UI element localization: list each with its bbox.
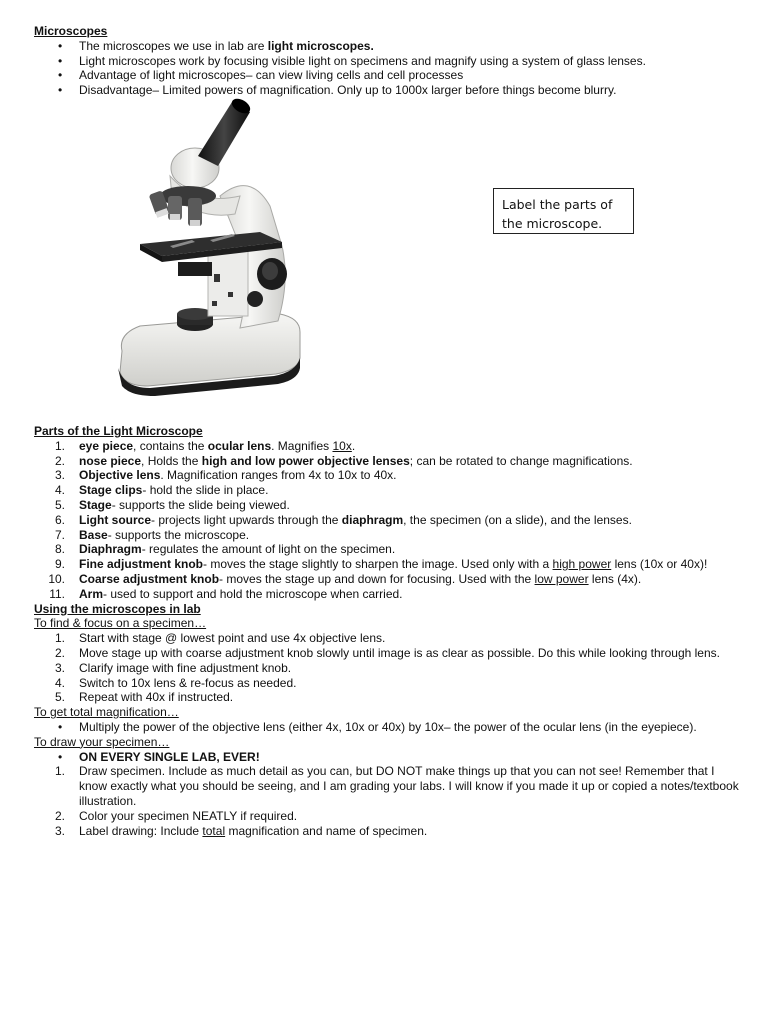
- part-item-number: 1.: [54, 438, 65, 453]
- draw-step-number: 3.: [54, 823, 65, 838]
- part-item-number: 3.: [54, 468, 65, 483]
- draw-bullets: [34, 750, 744, 765]
- focus-step-number: 5.: [54, 690, 65, 705]
- intro-bullet: • Disadvantage– Limited powers of magnification. Only up to 1000x larger before things become blurry.: [34, 83, 744, 98]
- draw-heading: To draw your specimen…: [34, 734, 170, 749]
- part-item: 2. nose piece, Holds the high and low power objective lenses; can be rotated to change magnifications.: [34, 454, 744, 469]
- part-item: 3. Objective lens. Magnification ranges from 4x to 10x to 40x.: [34, 468, 744, 483]
- callout-line-1: Label the parts of: [502, 197, 613, 212]
- magnification-bullet: • Multiply the power of the objective lens (either 4x, 10x or 40x) by 10x– the power of the ocular lens (in the eyepiece).: [34, 720, 744, 735]
- focus-step: 3. Clarify image with fine adjustment knob.: [34, 661, 744, 676]
- callout-line-2: the microscope.: [502, 216, 603, 231]
- intro-section: [34, 24, 744, 98]
- part-item: 4. Stage clips- hold the slide in place.: [34, 483, 744, 498]
- microscope-image: [100, 96, 315, 416]
- draw-step-number: 2.: [54, 808, 65, 823]
- part-item: 8. Diaphragm- regulates the amount of light on the specimen.: [34, 542, 744, 557]
- part-item: 1. eye piece, contains the ocular lens. Magnifies 10x.: [34, 439, 744, 454]
- part-item: 11. Arm- used to support and hold the microscope when carried.: [34, 587, 744, 602]
- part-item-number: 5.: [54, 497, 65, 512]
- focus-step: 4. Switch to 10x lens & re-focus as needed.: [34, 676, 744, 691]
- draw-steps-list: [34, 764, 744, 838]
- label-parts-callout: [493, 188, 634, 234]
- part-item-number: 4.: [54, 483, 65, 498]
- focus-step: 1. Start with stage @ lowest point and use 4x objective lens.: [34, 631, 744, 646]
- part-item: 7. Base- supports the microscope.: [34, 528, 744, 543]
- using-title: Using the microscopes in lab: [34, 601, 201, 616]
- part-item-number: 9.: [54, 557, 65, 572]
- draw-step: 1. Draw specimen. Include as much detail as you can, but DO NOT make things up that you can not see! Remember that I know exactly what you should be seeing, and I am grading your labs. I will know if you made it up or copied a notes/textbook illustration.: [34, 764, 744, 808]
- intro-title: Microscopes: [34, 24, 108, 38]
- part-item-number: 10.: [48, 571, 65, 586]
- draw-step: 2. Color your specimen NEATLY if required.: [34, 809, 744, 824]
- part-item: 9. Fine adjustment knob- moves the stage slightly to sharpen the image. Used only with a high power lens (10x or 40x)!: [34, 557, 744, 572]
- parts-title: Parts of the Light Microscope: [34, 424, 203, 438]
- intro-bullet: • The microscopes we use in lab are light microscopes.: [34, 39, 744, 54]
- part-item-number: 11.: [49, 586, 65, 601]
- part-item-number: 2.: [54, 453, 65, 468]
- focus-step-number: 2.: [54, 645, 65, 660]
- magnification-heading: To get total magnification…: [34, 705, 179, 720]
- draw-step: 3. Label drawing: Include total magnification and name of specimen.: [34, 824, 744, 839]
- parts-section: [34, 424, 744, 838]
- draw-step-number: 1.: [54, 764, 65, 779]
- magnification-bullets: [34, 720, 744, 735]
- microscope-illustration: [100, 96, 315, 416]
- part-item-number: 7.: [54, 527, 65, 542]
- focus-step: 2. Move stage up with coarse adjustment knob slowly until image is as clear as possible. Do this while looking through lens.: [34, 646, 744, 661]
- part-item: 5. Stage- supports the slide being viewed.: [34, 498, 744, 513]
- focus-step: 5. Repeat with 40x if instructed.: [34, 690, 744, 705]
- part-item-number: 8.: [54, 542, 65, 557]
- intro-bullet: • Advantage of light microscopes– can view living cells and cell processes: [34, 68, 744, 83]
- focus-heading: To find & focus on a specimen…: [34, 616, 207, 631]
- focus-step-number: 3.: [54, 660, 65, 675]
- focus-step-number: 1.: [54, 631, 65, 646]
- part-item: 10. Coarse adjustment knob- moves the stage up and down for focusing. Used with the low power lens (4x).: [34, 572, 744, 587]
- focus-steps-list: [34, 631, 744, 705]
- parts-list: [34, 439, 744, 602]
- focus-step-number: 4.: [54, 675, 65, 690]
- intro-bullet: • Light microscopes work by focusing visible light on specimens and magnify using a system of glass lenses.: [34, 54, 744, 69]
- draw-bullet: • ON EVERY SINGLE LAB, EVER!: [34, 750, 744, 765]
- part-item: 6. Light source- projects light upwards through the diaphragm, the specimen (on a slide), and the lenses.: [34, 513, 744, 528]
- intro-bullets: [34, 39, 744, 98]
- part-item-number: 6.: [54, 512, 65, 527]
